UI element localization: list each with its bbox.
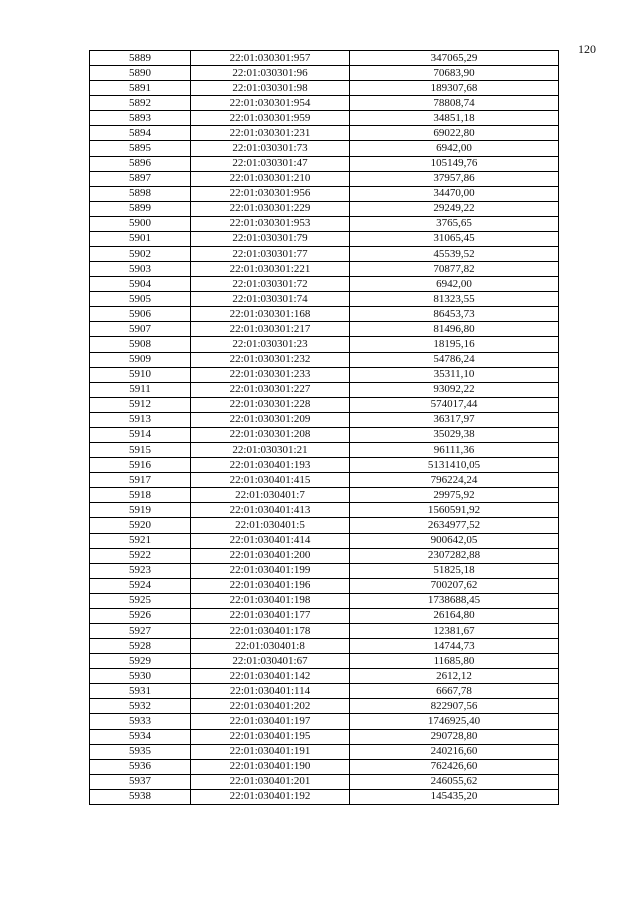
value-cell: 105149,76	[350, 156, 559, 171]
cadastral-number-cell: 22:01:030301:47	[191, 156, 350, 171]
row-number-cell: 5927	[90, 623, 191, 638]
value-cell: 3765,65	[350, 216, 559, 231]
row-number-cell: 5898	[90, 186, 191, 201]
row-number-cell: 5917	[90, 473, 191, 488]
table-row	[90, 66, 559, 81]
cadastral-number-cell: 22:01:030401:201	[191, 774, 350, 789]
value-cell: 54786,24	[350, 352, 559, 367]
table-row	[90, 759, 559, 774]
table-row	[90, 684, 559, 699]
table-row	[90, 593, 559, 608]
value-cell: 347065,29	[350, 51, 559, 66]
cadastral-number-cell: 22:01:030301:210	[191, 171, 350, 186]
row-number-cell: 5911	[90, 382, 191, 397]
row-number-cell: 5893	[90, 111, 191, 126]
table-row	[90, 699, 559, 714]
table-row	[90, 186, 559, 201]
table-row	[90, 774, 559, 789]
row-number-cell: 5913	[90, 412, 191, 427]
table-row	[90, 563, 559, 578]
row-number-cell: 5900	[90, 216, 191, 231]
value-cell: 34851,18	[350, 111, 559, 126]
row-number-cell: 5905	[90, 292, 191, 307]
table-row	[90, 729, 559, 744]
row-number-cell: 5921	[90, 533, 191, 548]
row-number-cell: 5896	[90, 156, 191, 171]
row-number-cell: 5904	[90, 277, 191, 292]
value-cell: 93092,22	[350, 382, 559, 397]
cadastral-number-cell: 22:01:030301:954	[191, 96, 350, 111]
row-number-cell: 5901	[90, 231, 191, 246]
table-row	[90, 81, 559, 96]
table-row	[90, 533, 559, 548]
value-cell: 240216,60	[350, 744, 559, 759]
table-row	[90, 548, 559, 563]
value-cell: 5131410,05	[350, 458, 559, 473]
table-row	[90, 277, 559, 292]
value-cell: 2612,12	[350, 669, 559, 684]
cadastral-value-table	[89, 50, 559, 805]
value-cell: 35029,38	[350, 427, 559, 442]
table-row	[90, 307, 559, 322]
cadastral-number-cell: 22:01:030301:957	[191, 51, 350, 66]
value-cell: 1738688,45	[350, 593, 559, 608]
table-row	[90, 367, 559, 382]
table-row	[90, 262, 559, 277]
table-row	[90, 292, 559, 307]
table-row	[90, 654, 559, 669]
table-row	[90, 397, 559, 412]
value-cell: 51825,18	[350, 563, 559, 578]
table-row	[90, 608, 559, 623]
value-cell: 290728,80	[350, 729, 559, 744]
cadastral-number-cell: 22:01:030301:21	[191, 443, 350, 458]
value-cell: 796224,24	[350, 473, 559, 488]
row-number-cell: 5926	[90, 608, 191, 623]
value-cell: 34470,00	[350, 186, 559, 201]
value-cell: 69022,80	[350, 126, 559, 141]
value-cell: 78808,74	[350, 96, 559, 111]
cadastral-number-cell: 22:01:030301:217	[191, 322, 350, 337]
value-cell: 1746925,40	[350, 714, 559, 729]
table-row	[90, 488, 559, 503]
table-row	[90, 623, 559, 638]
table-row	[90, 639, 559, 654]
value-cell: 81323,55	[350, 292, 559, 307]
cadastral-number-cell: 22:01:030401:5	[191, 518, 350, 533]
row-number-cell: 5906	[90, 307, 191, 322]
cadastral-number-cell: 22:01:030401:67	[191, 654, 350, 669]
row-number-cell: 5925	[90, 593, 191, 608]
value-cell: 1560591,92	[350, 503, 559, 518]
value-cell: 29249,22	[350, 201, 559, 216]
cadastral-number-cell: 22:01:030301:74	[191, 292, 350, 307]
row-number-cell: 5938	[90, 789, 191, 804]
cadastral-number-cell: 22:01:030401:202	[191, 699, 350, 714]
table-row	[90, 247, 559, 262]
cadastral-number-cell: 22:01:030301:98	[191, 81, 350, 96]
value-cell: 2634977,52	[350, 518, 559, 533]
row-number-cell: 5914	[90, 427, 191, 442]
table-row	[90, 789, 559, 804]
row-number-cell: 5902	[90, 247, 191, 262]
row-number-cell: 5934	[90, 729, 191, 744]
value-cell: 2307282,88	[350, 548, 559, 563]
cadastral-number-cell: 22:01:030301:96	[191, 66, 350, 81]
table-row	[90, 171, 559, 186]
value-cell: 37957,86	[350, 171, 559, 186]
value-cell: 246055,62	[350, 774, 559, 789]
table-row	[90, 714, 559, 729]
cadastral-number-cell: 22:01:030401:142	[191, 669, 350, 684]
cadastral-number-cell: 22:01:030401:199	[191, 563, 350, 578]
row-number-cell: 5908	[90, 337, 191, 352]
value-cell: 762426,60	[350, 759, 559, 774]
cadastral-number-cell: 22:01:030401:178	[191, 623, 350, 638]
row-number-cell: 5910	[90, 367, 191, 382]
row-number-cell: 5903	[90, 262, 191, 277]
row-number-cell: 5920	[90, 518, 191, 533]
table-row	[90, 126, 559, 141]
cadastral-number-cell: 22:01:030301:231	[191, 126, 350, 141]
cadastral-number-cell: 22:01:030401:193	[191, 458, 350, 473]
value-cell: 31065,45	[350, 231, 559, 246]
cadastral-number-cell: 22:01:030301:168	[191, 307, 350, 322]
cadastral-number-cell: 22:01:030301:233	[191, 367, 350, 382]
table-row	[90, 216, 559, 231]
row-number-cell: 5937	[90, 774, 191, 789]
value-cell: 70877,82	[350, 262, 559, 277]
value-cell: 81496,80	[350, 322, 559, 337]
row-number-cell: 5897	[90, 171, 191, 186]
cadastral-number-cell: 22:01:030401:192	[191, 789, 350, 804]
cadastral-number-cell: 22:01:030401:8	[191, 639, 350, 654]
cadastral-number-cell: 22:01:030301:228	[191, 397, 350, 412]
cadastral-number-cell: 22:01:030401:195	[191, 729, 350, 744]
table-row	[90, 427, 559, 442]
row-number-cell: 5918	[90, 488, 191, 503]
cadastral-number-cell: 22:01:030301:79	[191, 231, 350, 246]
row-number-cell: 5931	[90, 684, 191, 699]
cadastral-number-cell: 22:01:030401:7	[191, 488, 350, 503]
cadastral-number-cell: 22:01:030401:415	[191, 473, 350, 488]
row-number-cell: 5889	[90, 51, 191, 66]
cadastral-number-cell: 22:01:030301:73	[191, 141, 350, 156]
row-number-cell: 5891	[90, 81, 191, 96]
row-number-cell: 5912	[90, 397, 191, 412]
value-cell: 36317,97	[350, 412, 559, 427]
row-number-cell: 5929	[90, 654, 191, 669]
table-row	[90, 458, 559, 473]
value-cell: 18195,16	[350, 337, 559, 352]
value-cell: 822907,56	[350, 699, 559, 714]
table-row	[90, 322, 559, 337]
table-row	[90, 201, 559, 216]
row-number-cell: 5936	[90, 759, 191, 774]
cadastral-number-cell: 22:01:030301:77	[191, 247, 350, 262]
row-number-cell: 5899	[90, 201, 191, 216]
row-number-cell: 5935	[90, 744, 191, 759]
cadastral-number-cell: 22:01:030401:414	[191, 533, 350, 548]
table-body	[90, 51, 559, 805]
table-row	[90, 382, 559, 397]
cadastral-number-cell: 22:01:030401:177	[191, 608, 350, 623]
table-row	[90, 111, 559, 126]
row-number-cell: 5916	[90, 458, 191, 473]
value-cell: 35311,10	[350, 367, 559, 382]
cadastral-number-cell: 22:01:030401:191	[191, 744, 350, 759]
table-row	[90, 51, 559, 66]
table-row	[90, 156, 559, 171]
cadastral-number-cell: 22:01:030301:959	[191, 111, 350, 126]
row-number-cell: 5909	[90, 352, 191, 367]
value-cell: 189307,68	[350, 81, 559, 96]
row-number-cell: 5924	[90, 578, 191, 593]
table-row	[90, 744, 559, 759]
value-cell: 900642,05	[350, 533, 559, 548]
table-row	[90, 578, 559, 593]
value-cell: 45539,52	[350, 247, 559, 262]
value-cell: 12381,67	[350, 623, 559, 638]
row-number-cell: 5895	[90, 141, 191, 156]
value-cell: 26164,80	[350, 608, 559, 623]
value-cell: 86453,73	[350, 307, 559, 322]
cadastral-number-cell: 22:01:030401:198	[191, 593, 350, 608]
cadastral-number-cell: 22:01:030401:114	[191, 684, 350, 699]
row-number-cell: 5922	[90, 548, 191, 563]
table-row	[90, 141, 559, 156]
table-row	[90, 352, 559, 367]
row-number-cell: 5928	[90, 639, 191, 654]
cadastral-number-cell: 22:01:030301:229	[191, 201, 350, 216]
value-cell: 6942,00	[350, 141, 559, 156]
row-number-cell: 5933	[90, 714, 191, 729]
cadastral-number-cell: 22:01:030401:196	[191, 578, 350, 593]
cadastral-number-cell: 22:01:030301:209	[191, 412, 350, 427]
row-number-cell: 5923	[90, 563, 191, 578]
table-row	[90, 473, 559, 488]
value-cell: 14744,73	[350, 639, 559, 654]
row-number-cell: 5907	[90, 322, 191, 337]
table-row	[90, 503, 559, 518]
cadastral-number-cell: 22:01:030301:956	[191, 186, 350, 201]
value-cell: 6667,78	[350, 684, 559, 699]
table-row	[90, 231, 559, 246]
cadastral-number-cell: 22:01:030301:208	[191, 427, 350, 442]
value-cell: 29975,92	[350, 488, 559, 503]
cadastral-number-cell: 22:01:030301:953	[191, 216, 350, 231]
value-cell: 96111,36	[350, 443, 559, 458]
table-row	[90, 337, 559, 352]
cadastral-number-cell: 22:01:030301:23	[191, 337, 350, 352]
cadastral-number-cell: 22:01:030301:221	[191, 262, 350, 277]
row-number-cell: 5919	[90, 503, 191, 518]
table-row	[90, 96, 559, 111]
cadastral-number-cell: 22:01:030401:197	[191, 714, 350, 729]
cadastral-number-cell: 22:01:030401:200	[191, 548, 350, 563]
row-number-cell: 5894	[90, 126, 191, 141]
row-number-cell: 5892	[90, 96, 191, 111]
row-number-cell: 5930	[90, 669, 191, 684]
cadastral-number-cell: 22:01:030301:72	[191, 277, 350, 292]
cadastral-number-cell: 22:01:030301:232	[191, 352, 350, 367]
table-row	[90, 412, 559, 427]
row-number-cell: 5915	[90, 443, 191, 458]
value-cell: 70683,90	[350, 66, 559, 81]
value-cell: 145435,20	[350, 789, 559, 804]
value-cell: 6942,00	[350, 277, 559, 292]
cadastral-number-cell: 22:01:030401:190	[191, 759, 350, 774]
value-cell: 700207,62	[350, 578, 559, 593]
table-row	[90, 518, 559, 533]
page-number: 120	[578, 42, 596, 56]
value-cell: 574017,44	[350, 397, 559, 412]
table-row	[90, 669, 559, 684]
table-row	[90, 443, 559, 458]
row-number-cell: 5932	[90, 699, 191, 714]
cadastral-number-cell: 22:01:030301:227	[191, 382, 350, 397]
value-cell: 11685,80	[350, 654, 559, 669]
cadastral-number-cell: 22:01:030401:413	[191, 503, 350, 518]
row-number-cell: 5890	[90, 66, 191, 81]
